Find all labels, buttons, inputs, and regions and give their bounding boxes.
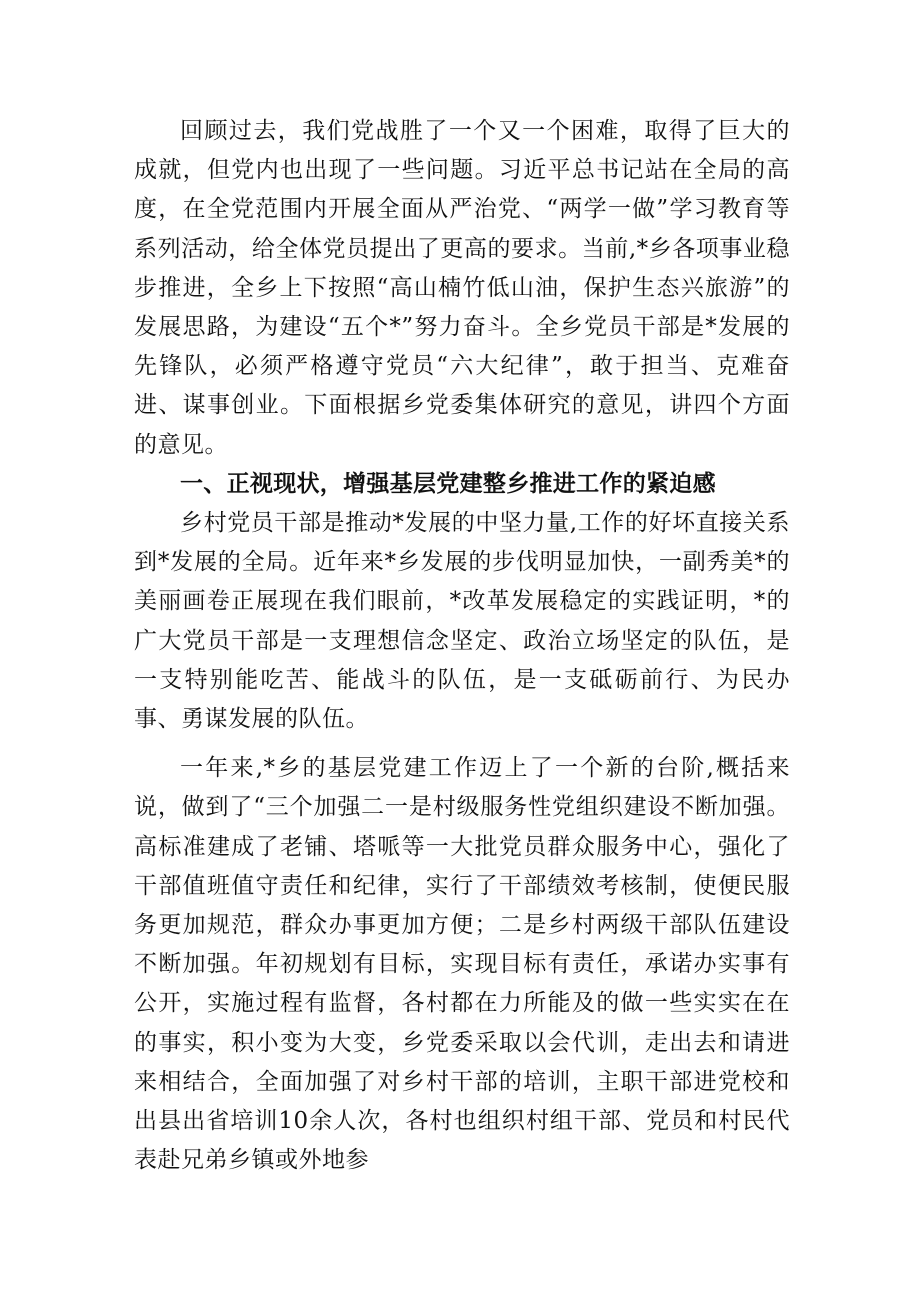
paragraph-2: 乡村党员干部是推动*发展的中坚力量,工作的好坏直接关系到*发展的全局。近年来*乡发展的步伐明显加快，一副秀美*的美丽画卷正展现在我们眼前，*改革发展稳定的实践证明，*的广大党员干部是一支理想信念坚定、政治立场坚定的队伍，是一支特别能吃苦、能战斗的队伍，是一支砥砺前行、为民办事、勇谋发展的队伍。 — [134, 510, 790, 733]
section-heading-1: 一、正视现状，增强基层党建整乡推进工作的紧迫感 — [180, 470, 716, 497]
document-body — [134, 112, 790, 1180]
paragraph-3: 一年来,*乡的基层党建工作迈上了一个新的台阶,概括来说，做到了“三个加强二一是村级服务性党组织建设不断加强。高标准建成了老铺、塔哌等一大批党员群众服务中心，强化了干部值班值守责任和纪律，实行了干部绩效考核制，使便民服务更加规范，群众办事更加方便；二是乡村两级干部队伍建设不断加强。年初规划有目标，实现目标有责任，承诺办实事有公开，实施过程有监督，各村都在力所能及的做一些实实在在的事实，积小变为大变，乡党委采取以会代训，走出去和请进来相结合，全面加强了对乡村干部的培训，主职干部进党校和出县出省培训10余人次，各村也组织村组干部、党员和村民代表赴兄弟乡镇或外地参 — [134, 755, 790, 1174]
paragraph-1: 回顾过去，我们党战胜了一个又一个困难，取得了巨大的成就，但党内也出现了一些问题。习近平总书记站在全局的高度，在全党范围内开展全面从严治党、“两学一做”学习教育等系列活动，给全体党员提出了更高的要求。当前,*乡各项事业稳步推进，全乡上下按照“高山楠竹低山油，保护生态兴旅游”的发展思路，为建设“五个*”努力奋斗。全乡党员干部是*发展的先锋队，必须严格遵守党员“六大纪律”，敢于担当、克难奋进、谋事创业。下面根据乡党委集体研究的意见，讲四个方面的意见。 — [134, 118, 790, 458]
